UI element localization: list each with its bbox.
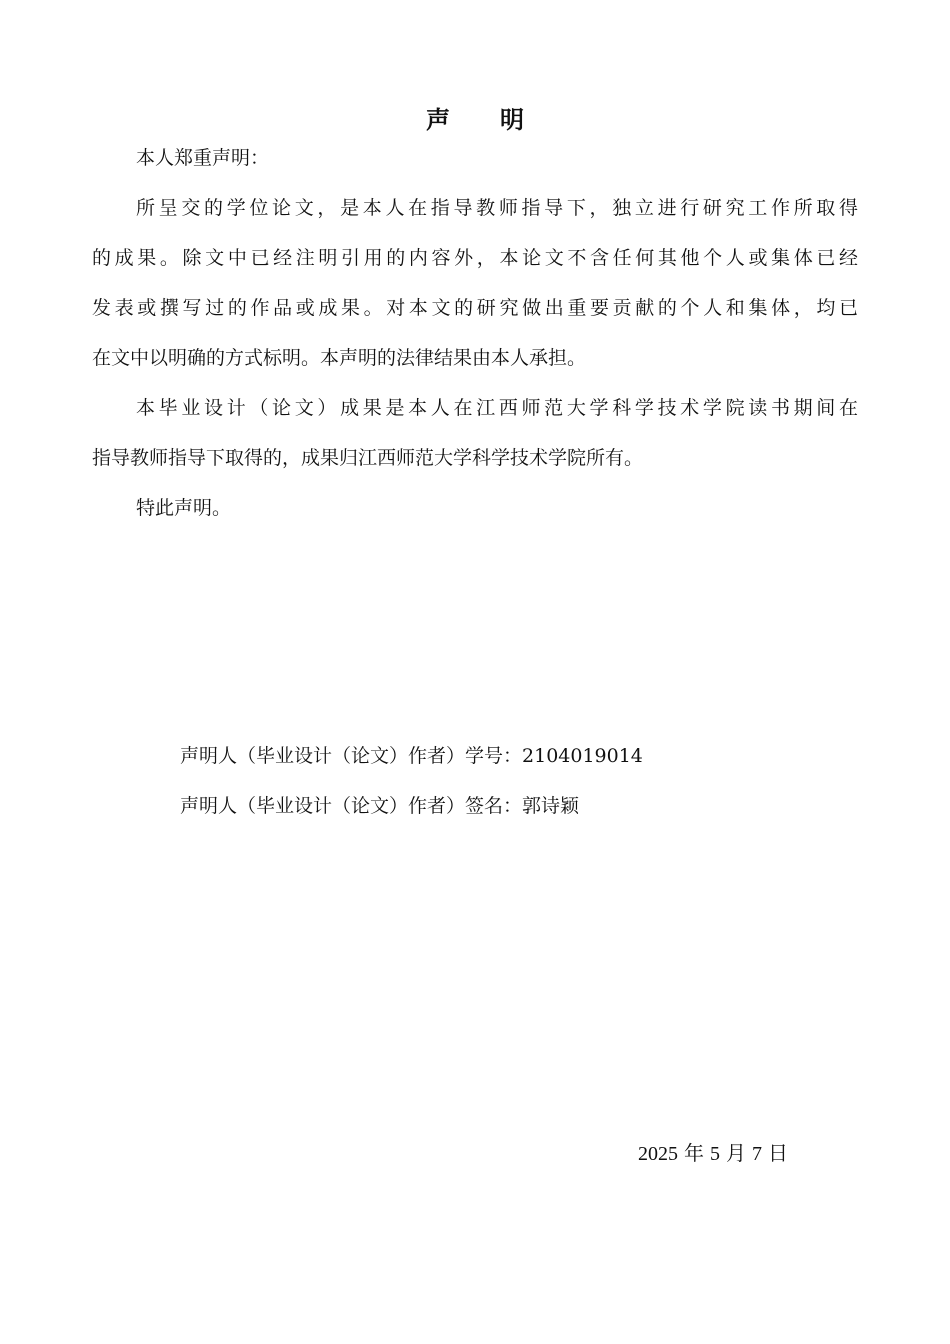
student-id-label: 声明人（毕业设计（论文）作者）学号： (180, 745, 523, 767)
paragraph1-line-4: 在文中以明确的方式标明。本声明的法律结果由本人承担。 (92, 347, 587, 369)
date-year-unit: 年 (684, 1143, 704, 1165)
closing-text: 特此声明。 (136, 497, 232, 519)
student-id-value: 2104019014 (522, 745, 643, 767)
student-id-row (180, 744, 643, 768)
page-title: 声明 (426, 106, 574, 134)
date-month: 5 (710, 1143, 720, 1165)
signature-label: 声明人（毕业设计（论文）作者）签名： (180, 795, 523, 817)
signature-value: 郭诗颖 (522, 795, 580, 817)
date-day-unit: 日 (768, 1143, 788, 1165)
date-day: 7 (752, 1143, 762, 1165)
intro-text: 本人郑重声明： (136, 147, 270, 169)
paragraph2-line-2: 指导教师指导下取得的，成果归江西师范大学科学技术学院所有。 (92, 447, 644, 469)
date-month-unit: 月 (726, 1143, 746, 1165)
date-year: 2025 (638, 1143, 678, 1165)
signature-row (180, 794, 579, 818)
paragraph2-line-1: 本毕业设计（论文）成果是本人在江西师范大学科学技术学院读书期间在 (136, 397, 858, 419)
paragraph1-line-2: 的成果。除文中已经注明引用的内容外，本论文不含任何其他个人或集体已经 (92, 247, 858, 269)
signing-date (638, 1142, 794, 1166)
paragraph1-line-3: 发表或撰写过的作品或成果。对本文的研究做出重要贡献的个人和集体，均已 (92, 297, 858, 319)
paragraph1-line-1: 所呈交的学位论文，是本人在指导教师指导下，独立进行研究工作所取得 (136, 197, 858, 219)
